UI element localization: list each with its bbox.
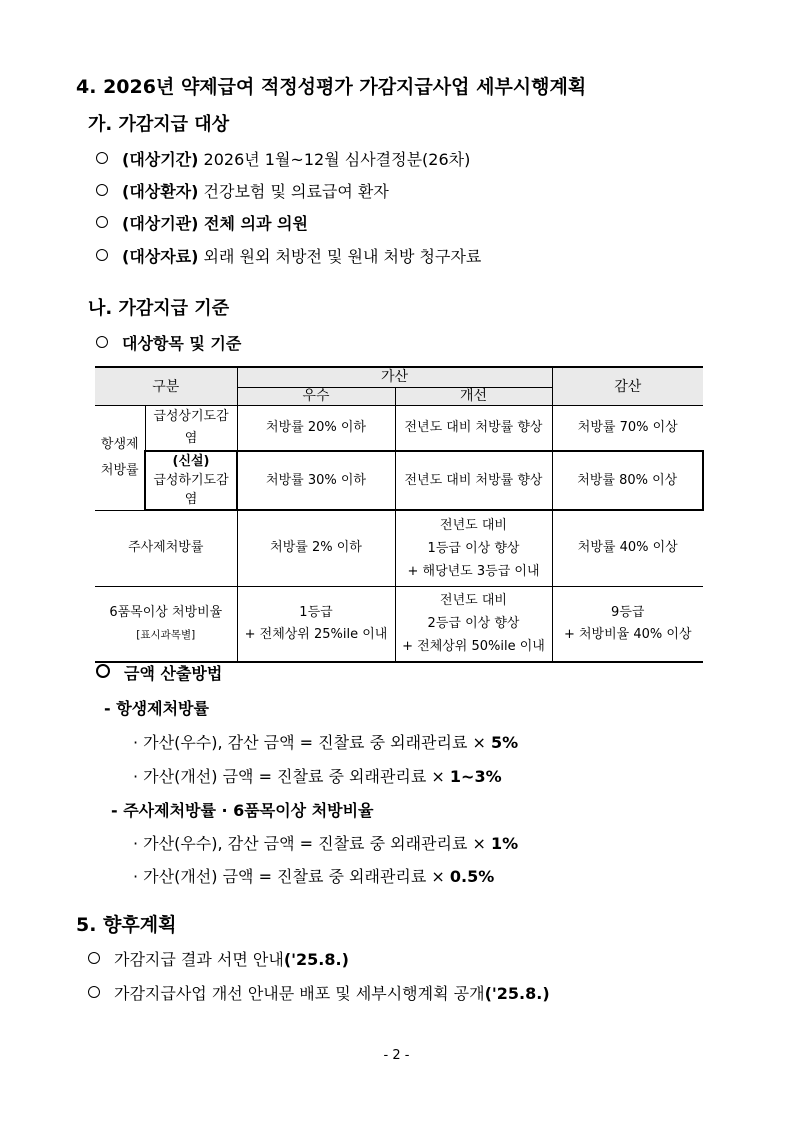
r1-usu: 처방률 20% 이하 bbox=[237, 406, 395, 452]
target-data-item: (대상자료) 외래 원외 처방전 및 원내 처방 청구자료 bbox=[96, 244, 481, 267]
r1-gamsan: 처방률 70% 이상 bbox=[552, 406, 703, 452]
antibiotic-row-label: 항생제 처방률 bbox=[95, 406, 145, 511]
header-gamsan: 감산 bbox=[552, 367, 703, 406]
target-institution-item: (대상기관) 전체 의과 의원 bbox=[96, 211, 308, 234]
r2-usu: 처방률 30% 이하 bbox=[237, 451, 395, 510]
header-gubun: 구분 bbox=[95, 367, 237, 406]
calc-injection-heading: - 주사제처방률 · 6품목이상 처방비율 bbox=[111, 801, 374, 820]
section-4-title: 4. 2026년 약제급여 적정성평가 가감지급사업 세부시행계획 bbox=[76, 76, 587, 98]
bullet-circle-icon bbox=[96, 249, 108, 261]
r4-gamsan: 9등급 + 처방비율 40% 이상 bbox=[552, 586, 703, 662]
r4-gaeseon: 전년도 대비 2등급 이상 향상 + 전체상위 50%ile 이내 bbox=[395, 586, 552, 662]
r3-gamsan: 처방률 40% 이상 bbox=[552, 510, 703, 586]
injection-label: 주사제처방률 bbox=[95, 510, 237, 586]
calc-injection-improve: · 가산(개선) 금액 = 진찰료 중 외래관리료 × 0.5% bbox=[133, 867, 495, 886]
six-items-label: 6품목이상 처방비율 [표시과목별] bbox=[95, 586, 237, 662]
header-gaeseon: 개선 bbox=[395, 388, 552, 406]
target-patient-item: (대상환자) 건강보험 및 의료급여 환자 bbox=[96, 179, 389, 202]
bullet-circle-icon bbox=[96, 664, 110, 678]
header-usu: 우수 bbox=[237, 388, 395, 406]
acute-upper-label: 급성상기도감염 bbox=[145, 406, 237, 452]
section-5-title: 5. 향후계획 bbox=[76, 914, 177, 936]
calc-antibiotic-improve: · 가산(개선) 금액 = 진찰료 중 외래관리료 × 1~3% bbox=[133, 767, 502, 786]
r2-gamsan: 처방률 80% 이상 bbox=[552, 451, 703, 510]
bullet-circle-icon bbox=[88, 952, 100, 964]
r2-gaeseon: 전년도 대비 처방률 향상 bbox=[395, 451, 552, 510]
r3-usu: 처방률 2% 이하 bbox=[237, 510, 395, 586]
bullet-circle-icon bbox=[96, 336, 108, 348]
subsection-na-heading: 나. 가감지급 기준 bbox=[88, 298, 230, 319]
bullet-circle-icon bbox=[88, 986, 100, 998]
r3-gaeseon: 전년도 대비 1등급 이상 향상 + 해당년도 3등급 이내 bbox=[395, 510, 552, 586]
calc-antibiotic-heading: - 항생제처방률 bbox=[104, 699, 209, 718]
r1-gaeseon: 전년도 대비 처방률 향상 bbox=[395, 406, 552, 452]
r4-usu: 1등급 + 전체상위 25%ile 이내 bbox=[237, 586, 395, 662]
plan-item-2: 가감지급사업 개선 안내문 배포 및 세부시행계획 공개('25.8.) bbox=[88, 981, 550, 1004]
calc-method-heading: 금액 산출방법 bbox=[96, 661, 222, 684]
target-period-item: (대상기간) 2026년 1월~12월 심사결정분(26차) bbox=[96, 147, 470, 170]
criteria-table bbox=[95, 366, 704, 663]
acute-lower-label: (신설) 급성하기도감염 bbox=[145, 451, 237, 510]
calc-injection-excellent: · 가산(우수), 감산 금액 = 진찰료 중 외래관리료 × 1% bbox=[133, 834, 519, 853]
subsection-ga-heading: 가. 가감지급 대상 bbox=[88, 114, 230, 135]
bullet-circle-icon bbox=[96, 216, 108, 228]
header-gasan: 가산 bbox=[237, 367, 552, 388]
calc-antibiotic-excellent: · 가산(우수), 감산 금액 = 진찰료 중 외래관리료 × 5% bbox=[133, 733, 519, 752]
page-number: - 2 - bbox=[383, 1048, 410, 1063]
bullet-circle-icon bbox=[96, 152, 108, 164]
bullet-circle-icon bbox=[96, 184, 108, 196]
plan-item-1: 가감지급 결과 서면 안내('25.8.) bbox=[88, 947, 349, 970]
criteria-subheading: 대상항목 및 기준 bbox=[96, 331, 241, 354]
